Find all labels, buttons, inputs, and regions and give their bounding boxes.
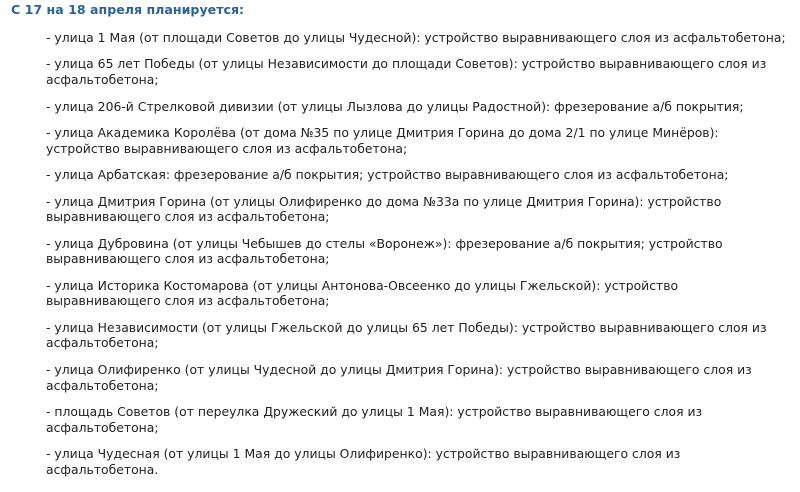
list-item: - улица Независимости (от улицы Гжельской до улицы 65 лет Победы): устройство выравнивающего слоя из асфальтобетона; bbox=[46, 319, 767, 351]
list-item: - улица Дмитрия Горина (от улицы Олифиренко до дома №33а по улице Дмитрия Горина): устройство выравнивающего слоя из асфальтобетона; bbox=[46, 193, 722, 225]
list-item: - улица Олифиренко (от улицы Чудесной до улицы Дмитрия Горина): устройство выравнивающего слоя из асфальтобетона; bbox=[46, 361, 752, 393]
section-heading: С 17 на 18 апреля планируется: bbox=[11, 2, 245, 17]
list-item: - улица Академика Королёва (от дома №35 по улице Дмитрия Горина до дома 2/1 по улице Минёров): устройство выравнивающего слоя из асфальтобетона; bbox=[46, 125, 719, 156]
list-item: - улица 65 лет Победы (от улицы Независимости до площади Советов): устройство выравнивающего слоя из асфальтобетона; bbox=[46, 56, 767, 88]
list-item: - улица 206-й Стрелковой дивизии (от улицы Лызлова до улицы Радостной): фрезерование а/б покрытия; bbox=[46, 98, 744, 114]
list-item: - улица Арбатская: фрезерование а/б покрытия; устройство выравнивающего слоя из асфальтобетона; bbox=[46, 167, 729, 183]
list-item: - площадь Советов (от переулка Дружеский до улицы 1 Мая): устройство выравнивающего слоя из асфальтобетона; bbox=[46, 404, 703, 435]
works-list bbox=[46, 30, 790, 488]
list-item: - улица Чудесная (от улицы 1 Мая до улицы Олифиренко): устройство выравнивающего слоя из асфальтобетона. bbox=[46, 446, 681, 477]
list-item: - улица 1 Мая (от площади Советов до улицы Чудесной): устройство выравнивающего слоя из асфальтобетона; bbox=[46, 30, 786, 45]
list-item: - улица Дубровина (от улицы Чебышев до стелы «Воронеж»): фрезерование а/б покрытия; устройство выравнивающего слоя из асфальтобетона; bbox=[46, 235, 723, 267]
list-item: - улица Историка Костомарова (от улицы Антонова-Овсеенко до улицы Гжельской): устройство выравнивающего слоя из асфальтобетона; bbox=[46, 277, 679, 309]
